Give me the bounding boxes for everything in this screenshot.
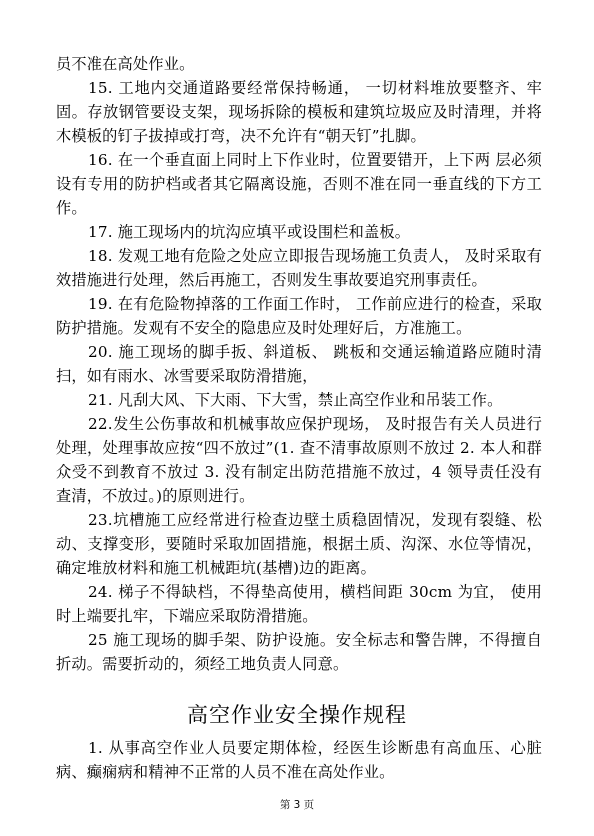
paragraph-item-23: 23.坑槽施工应经常进行检查边壁土质稳固情况，发现有裂缝、松动、支撑变形，要随时采取加固措施，根据土质、沟深、水位等情况，确定堆放材料和施工机械距坑(基槽)边的距离。 bbox=[56, 511, 542, 577]
paragraph-item-25: 25 施工现场的脚手架、防护设施。安全标志和警告牌，不得擅自折动。需要折动的，须经工地负责人同意。 bbox=[56, 631, 542, 673]
section-title: 高空作业安全操作规程 bbox=[187, 703, 407, 727]
paragraph-item-22: 22.发生公伤事故和机械事故应保护现场， 及时报告有关人员进行处理，处理事故应按“四不放过”(1. 查不清事故原则不放过 2. 本人和群众受不到教育不放过 3. 没有制定出防范措施不放过，4 领导责任没有查清，不放过。)的原则进行。 bbox=[56, 415, 542, 505]
paragraph-item-19: 19. 在有危险物掉落的工作面工作时， 工作前应进行的检查，采取防护措施。发观有不安全的隐患应及时处理好后，方准施工。 bbox=[56, 295, 542, 337]
paragraph-item-20: 20. 施工现场的脚手扳、斜道板、 跳板和交通运输道路应随时清扫，如有雨水、冰雪要采取防滑措施， bbox=[56, 343, 542, 385]
paragraph-item-15: 15. 工地内交通道路要经常保持畅通， 一切材料堆放要整齐、牢固。存放钢管要设支架，现场拆除的模板和建筑垃圾应及时清理，并将木模板的钉子拔掉或打弯，决不允许有“朝天钉”扎脚。 bbox=[56, 79, 542, 145]
paragraph-item-16: 16. 在一个垂直面上同时上下作业时，位置要错开，上下两 层必须设有专用的防护档或者其它隔离设施，否则不准在同一垂直线的下方工作。 bbox=[56, 151, 542, 217]
section-paragraph-1: 1. 从事高空作业人员要定期体检，经医生诊断患有高血压、心脏病、癫痫病和精神不正常的人员不准在高处作业。 bbox=[56, 739, 542, 781]
paragraph-item-21: 21. 凡刮大风、下大雨、下大雪，禁止高空作业和吊装工作。 bbox=[88, 391, 503, 409]
paragraph-item-17: 17. 施工现场内的坑沟应填平或设围栏和盖板。 bbox=[88, 223, 411, 241]
paragraph-continuation: 员不准在高处作业。 bbox=[56, 55, 195, 73]
section-body bbox=[56, 736, 542, 784]
page-number: 第 3 页 bbox=[279, 799, 315, 811]
paragraph-item-24: 24. 梯子不得缺档，不得垫高使用，横档间距 30cm 为宜， 使用时上端要扎牢，下端应采取防滑措施。 bbox=[56, 583, 542, 625]
paragraph-item-18: 18. 发观工地有危险之处应立即报告现场施工负责人， 及时采取有效措施进行处理，然后再施工，否则发生事故要追究刑事责任。 bbox=[56, 247, 542, 289]
body-text bbox=[56, 52, 542, 676]
